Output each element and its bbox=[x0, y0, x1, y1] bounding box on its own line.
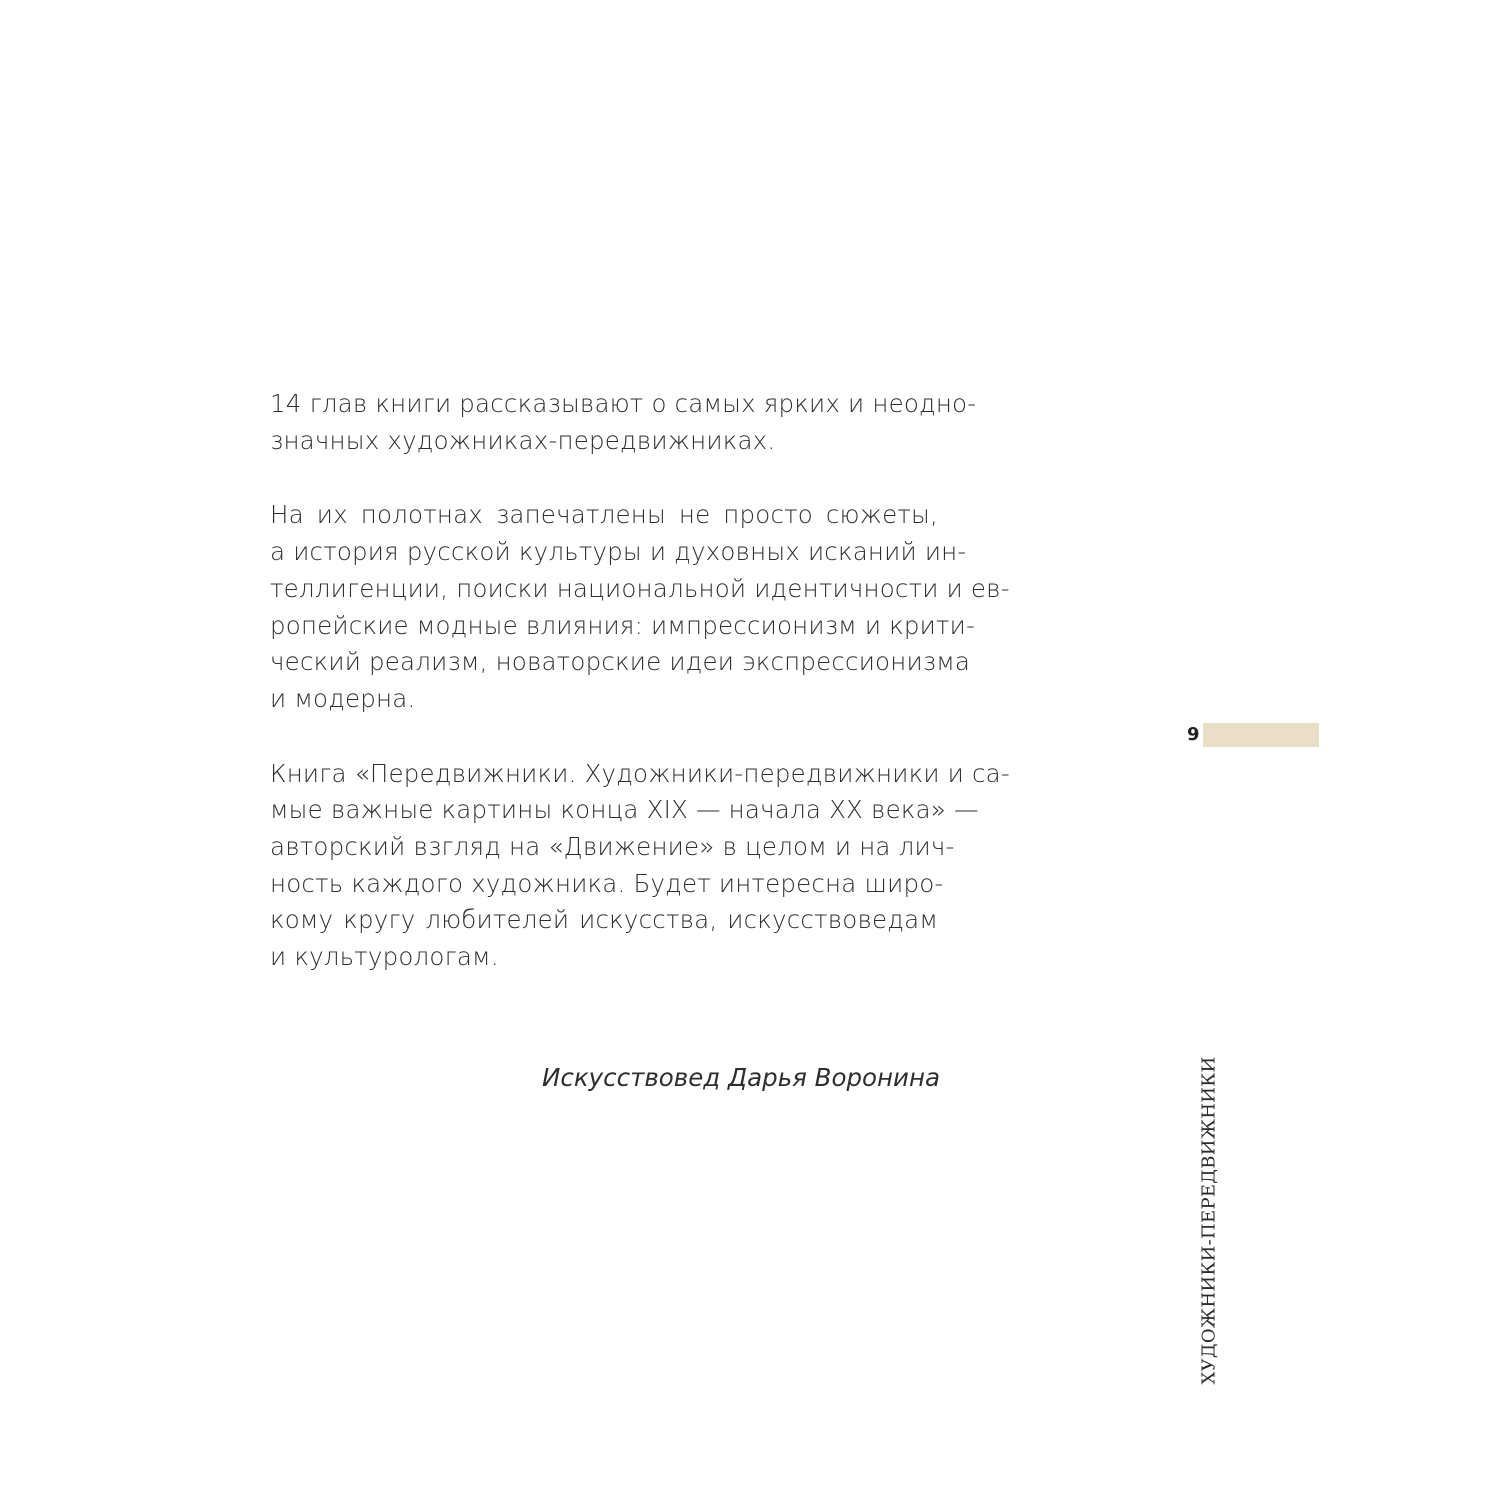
paragraph-3 bbox=[270, 756, 1010, 976]
text-line: ропейские модные влияния: импрессионизм и крити- bbox=[270, 610, 976, 640]
text-line: авторский взгляд на «Движение» в целом и на лич- bbox=[270, 832, 955, 862]
text-line: 14 глав книги рассказывают о самых ярких и неодно- bbox=[270, 389, 977, 418]
text-line: Книга «Передвижники. Художники-передвижники и са- bbox=[270, 758, 1010, 788]
text-line: и модерна. bbox=[270, 683, 416, 713]
page-number: 9 bbox=[1187, 724, 1200, 745]
paragraph-1 bbox=[270, 386, 977, 459]
text-line: значных художниках-передвижниках. bbox=[270, 425, 776, 455]
running-head-text: ХУДОЖНИКИ-ПЕРЕДВИЖНИКИ bbox=[1198, 1055, 1220, 1385]
text-line: а история русской культуры и духовных исканий ин- bbox=[270, 537, 967, 567]
text-line: ческий реализм, новаторские идеи экспрессионизма bbox=[270, 647, 971, 677]
running-head bbox=[1197, 1055, 1221, 1385]
text-line: теллигенции, поиски национальной идентичности и ев- bbox=[270, 573, 1010, 603]
main-text bbox=[270, 386, 1010, 1014]
text-line: и культурологам. bbox=[270, 942, 499, 972]
page-number-bar bbox=[1203, 723, 1319, 747]
text-line: На их полотнах запечатлены не просто сюжеты, bbox=[270, 500, 938, 530]
author-signature: Искусствовед Дарья Воронина bbox=[542, 1063, 940, 1092]
paragraph-2 bbox=[270, 497, 1010, 717]
text-line: мые важные картины конца XIX — начала XX века» — bbox=[270, 795, 979, 825]
text-line: ность каждого художника. Будет интересна широ- bbox=[270, 868, 944, 898]
text-line: кому кругу любителей искусства, искусствоведам bbox=[270, 905, 938, 935]
